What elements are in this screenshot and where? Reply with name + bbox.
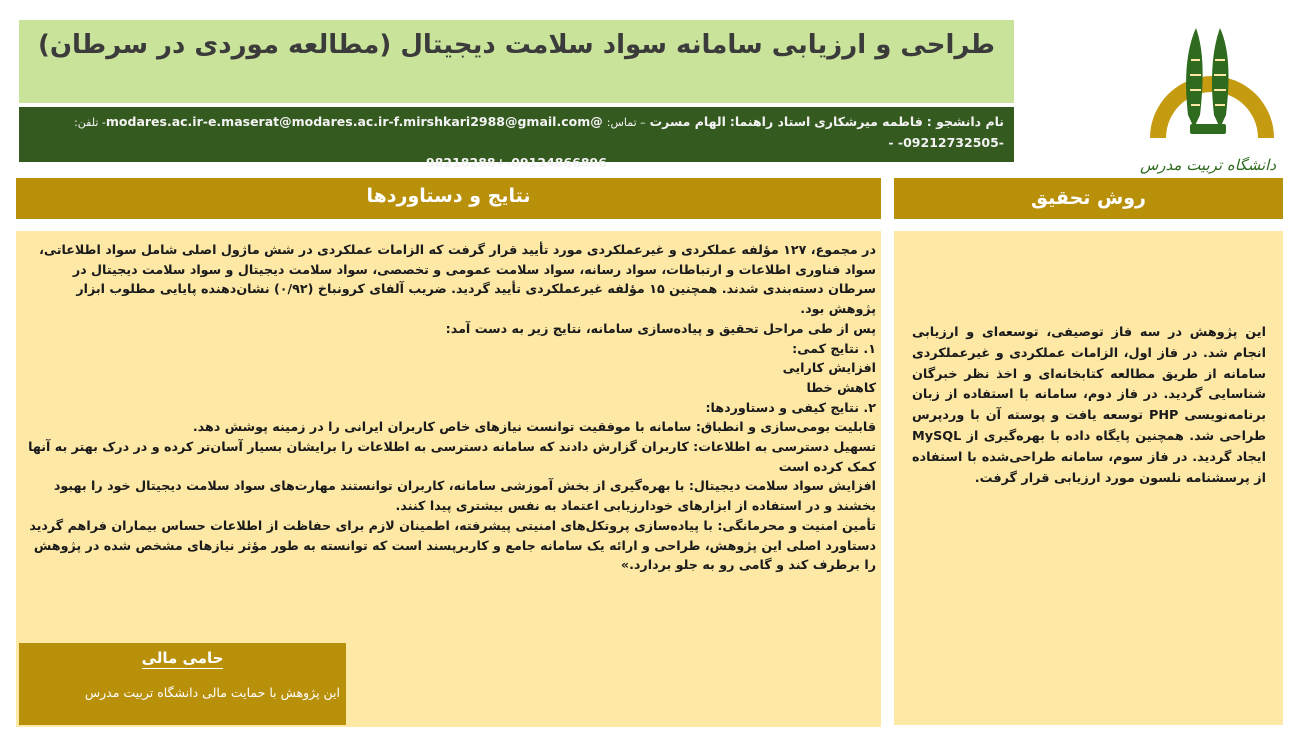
phone-label: - تلفن: xyxy=(74,116,106,129)
results-paragraph: ۱. نتایج کمی: xyxy=(792,340,876,356)
results-paragraph: کاهش خطا xyxy=(806,379,876,395)
method-heading: روش تحقیق xyxy=(894,178,1283,219)
funder-text: این پژوهش با حمایت مالی دانشگاه تربیت مدرس xyxy=(84,685,340,700)
student-name: فاطمه میرشکاری xyxy=(814,114,923,129)
results-heading: نتایج و دستاوردها xyxy=(16,178,881,219)
page-title: طراحی و ارزیابی سامانه سواد سلامت دیجیتال (مطالعه موردی در سرطان) xyxy=(37,30,996,60)
title-banner xyxy=(19,20,1014,103)
results-body xyxy=(26,240,876,575)
results-paragraph: ۲. نتایج کیفی و دستاوردها: xyxy=(705,399,876,415)
results-paragraph: دستاورد اصلی این پژوهش، طراحی و ارائه یک سامانه جامع و کاربرپسند است که توانسته به طور مؤثر نیازهای مشخص شده در پژوهش را برطرف کند و گامی رو به جلو بردارد.» xyxy=(33,537,876,573)
student-label: نام دانشجو : xyxy=(926,114,1004,129)
method-body: این پژوهش در سه فاز توصیفی، توسعه‌ای و ارزیابی انجام شد. در فاز اول، الزامات عملکردی و غیرعملکردی سامانه از طریق مطالعه کتابخانه‌ای و اخذ نظر خبرگان شناسایی گردید. در فاز دوم، سامانه با استفاده از زبان برنامه‌نویسی PHP توسعه یافت و پوسته آن با وردپرس طراحی شد. همچنین پایگاه داده با بهره‌گیری از MySQL ایجاد گردید. در فاز سوم، سامانه طراحی‌شده با استفاده از پرسشنامه نلسون مورد ارزیابی قرار گرفت. xyxy=(912,325,1267,486)
university-logo-text: دانشگاه تربیت مدرس xyxy=(1140,156,1276,174)
results-paragraph: تأمین امنیت و محرمانگی: با پیاده‌سازی پروتکل‌های امنیتی پیشرفته، اطمینان لازم برای حفاظت از اطلاعات حساس بیماران فراهم گردید xyxy=(29,517,876,533)
author-info-strip xyxy=(19,107,1014,170)
results-paragraph: تسهیل دسترسی به اطلاعات: کاربران گزارش دادند که سامانه دسترسی به اطلاعات را برایشان بسیار آسان‌تر کرده و در درک بهتر به آنها کمک کرده است xyxy=(28,439,876,474)
university-logo xyxy=(1138,20,1278,190)
funder-box xyxy=(19,643,346,725)
university-logo-icon xyxy=(1138,20,1278,190)
contact-emails: @modares.ac.ir-e.maserat@modares.ac.ir-f.mirshkari2988@gmail.com xyxy=(105,114,603,129)
results-paragraph: قابلیت بومی‌سازی و انطباق: سامانه با موفقیت توانست نیازهای خاص کاربران ایرانی را در زمینه پوشش دهد. xyxy=(192,419,876,435)
results-paragraph: پس از طی مراحل تحقیق و پیاده‌سازی سامانه، نتایج زیر به دست آمد: xyxy=(445,320,876,336)
advisor-name: الهام مسرت xyxy=(649,114,726,129)
results-paragraph: افزایش سواد سلامت دیجیتال: با بهره‌گیری از بخش آموزشی سامانه، کاربران توانستند مهارت‌های سواد سلامت دیجیتال خود را بهبود بخشند و در استفاده از ابزارهای خودارزیابی اعتماد به نفس بیشتری پیدا کنند. xyxy=(53,478,876,514)
contact-label: – تماس: xyxy=(606,116,646,129)
phones-line-1: -09212732505- - xyxy=(888,135,1004,150)
advisor-label: استاد راهنما: xyxy=(729,114,811,129)
funder-heading: حامی مالی xyxy=(141,649,224,667)
results-paragraph: افزایش کارایی xyxy=(782,360,876,376)
phones-line-2: 09124866896-+98218288 xyxy=(426,155,607,170)
author-info-line xyxy=(29,112,1004,153)
results-paragraph: در مجموع، ۱۲۷ مؤلفه عملکردی و غیرعملکردی مورد تأیید قرار گرفت که الزامات عملکردی در شش ماژول اصلی شامل سواد اطلاعاتی، سواد فناوری اطلاعات و ارتباطات، سواد رسانه، سواد سلامت عمومی و تخصصی، سواد سلامت دیجیتال و سواد سلامت دیجیتال در سرطان دسته‌بندی شدند. همچنین ۱۵ مؤلفه غیرعملکردی تأیید گردید. ضریب آلفای کرونباخ (۰/۹۲) نشان‌دهنده پایایی مطلوب ابزار پژوهش بود. xyxy=(39,242,876,317)
